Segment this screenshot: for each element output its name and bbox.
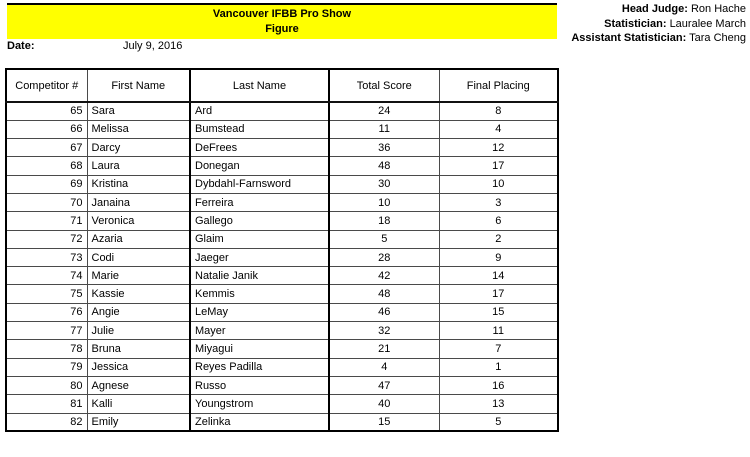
total-score-cell: 36 [329, 139, 439, 157]
total-score-cell: 32 [329, 322, 439, 340]
table-row [6, 175, 558, 193]
date-label: Date: [7, 40, 35, 52]
final-placing-cell: 5 [439, 413, 558, 431]
head-judge-line [571, 2, 746, 17]
final-placing-cell: 7 [439, 340, 558, 358]
last-name-cell: Reyes Padilla [190, 358, 329, 376]
last-name-cell: Donegan [190, 157, 329, 175]
final-placing-cell: 11 [439, 322, 558, 340]
first-name-cell: Darcy [87, 139, 190, 157]
event-title: Vancouver IFBB Pro Show [212, 8, 352, 20]
first-name-cell: Kassie [87, 285, 190, 303]
total-score-cell: 47 [329, 376, 439, 394]
final-placing-cell: 15 [439, 303, 558, 321]
total-score-cell: 4 [329, 358, 439, 376]
competitor-number-cell: 75 [6, 285, 87, 303]
total-score-cell: 5 [329, 230, 439, 248]
competitor-number-cell: 73 [6, 248, 87, 266]
column-header-competitor-number: Competitor # [6, 69, 87, 102]
results-table-header [6, 69, 558, 102]
first-name-cell: Janaina [87, 193, 190, 211]
column-header-final-placing: Final Placing [439, 69, 558, 102]
event-title-banner [7, 3, 557, 39]
competitor-number-cell: 65 [6, 102, 87, 120]
first-name-cell: Sara [87, 102, 190, 120]
table-row [6, 248, 558, 266]
final-placing-cell: 9 [439, 248, 558, 266]
competitor-number-cell: 72 [6, 230, 87, 248]
table-row [6, 322, 558, 340]
last-name-cell: Zelinka [190, 413, 329, 431]
total-score-cell: 21 [329, 340, 439, 358]
last-name-cell: Mayer [190, 322, 329, 340]
first-name-cell: Emily [87, 413, 190, 431]
first-name-cell: Melissa [87, 120, 190, 138]
final-placing-cell: 17 [439, 285, 558, 303]
first-name-cell: Agnese [87, 376, 190, 394]
last-name-cell: Gallego [190, 212, 329, 230]
statistician-name: Lauralee March [669, 17, 746, 30]
final-placing-cell: 2 [439, 230, 558, 248]
total-score-cell: 40 [329, 395, 439, 413]
last-name-cell: Ard [190, 102, 329, 120]
table-row [6, 395, 558, 413]
column-header-first-name: First Name [87, 69, 190, 102]
table-row [6, 303, 558, 321]
first-name-cell: Azaria [87, 230, 190, 248]
last-name-cell: Glaim [190, 230, 329, 248]
last-name-cell: Natalie Janik [190, 267, 329, 285]
total-score-cell: 18 [329, 212, 439, 230]
total-score-cell: 46 [329, 303, 439, 321]
final-placing-cell: 1 [439, 358, 558, 376]
total-score-cell: 10 [329, 193, 439, 211]
header-row [6, 69, 558, 102]
final-placing-cell: 13 [439, 395, 558, 413]
column-header-last-name: Last Name [190, 69, 329, 102]
last-name-cell: Dybdahl-Farnsword [190, 175, 329, 193]
competitor-number-cell: 81 [6, 395, 87, 413]
last-name-cell: Ferreira [190, 193, 329, 211]
first-name-cell: Jessica [87, 358, 190, 376]
competitor-number-cell: 82 [6, 413, 87, 431]
column-header-total-score: Total Score [329, 69, 439, 102]
first-name-cell: Veronica [87, 212, 190, 230]
first-name-cell: Codi [87, 248, 190, 266]
competitor-number-cell: 78 [6, 340, 87, 358]
table-row [6, 340, 558, 358]
event-division: Figure [265, 23, 299, 35]
last-name-cell: Russo [190, 376, 329, 394]
table-row [6, 212, 558, 230]
results-table [5, 68, 559, 432]
first-name-cell: Laura [87, 157, 190, 175]
competitor-number-cell: 67 [6, 139, 87, 157]
competitor-number-cell: 80 [6, 376, 87, 394]
first-name-cell: Marie [87, 267, 190, 285]
officials-block [571, 2, 746, 46]
table-row [6, 139, 558, 157]
table-row [6, 230, 558, 248]
competitor-number-cell: 79 [6, 358, 87, 376]
final-placing-cell: 17 [439, 157, 558, 175]
head-judge-name: Ron Hache [690, 3, 746, 15]
assistant-statistician-name: Tara Cheng [689, 32, 746, 44]
assistant-statistician-line [571, 31, 746, 46]
total-score-cell: 48 [329, 285, 439, 303]
final-placing-cell: 12 [439, 139, 558, 157]
competitor-number-cell: 71 [6, 212, 87, 230]
total-score-cell: 28 [329, 248, 439, 266]
last-name-cell: DeFrees [190, 139, 329, 157]
final-placing-cell: 16 [439, 376, 558, 394]
assistant-statistician-label: Assistant Statistician: [571, 32, 687, 44]
table-row [6, 358, 558, 376]
final-placing-cell: 10 [439, 175, 558, 193]
last-name-cell: Youngstrom [190, 395, 329, 413]
statistician-line [571, 17, 746, 32]
total-score-cell: 42 [329, 267, 439, 285]
table-row [6, 120, 558, 138]
last-name-cell: LeMay [190, 303, 329, 321]
results-table-body [6, 102, 558, 431]
first-name-cell: Julie [87, 322, 190, 340]
final-placing-cell: 4 [439, 120, 558, 138]
last-name-cell: Kemmis [190, 285, 329, 303]
date-value: July 9, 2016 [123, 40, 183, 52]
competitor-number-cell: 69 [6, 175, 87, 193]
first-name-cell: Bruna [87, 340, 190, 358]
table-row [6, 193, 558, 211]
table-row [6, 157, 558, 175]
final-placing-cell: 8 [439, 102, 558, 120]
competitor-number-cell: 70 [6, 193, 87, 211]
first-name-cell: Kristina [87, 175, 190, 193]
table-row [6, 376, 558, 394]
head-judge-label: Head Judge: [621, 3, 688, 15]
table-row [6, 102, 558, 120]
final-placing-cell: 14 [439, 267, 558, 285]
first-name-cell: Kalli [87, 395, 190, 413]
competitor-number-cell: 76 [6, 303, 87, 321]
table-row [6, 285, 558, 303]
competitor-number-cell: 77 [6, 322, 87, 340]
competitor-number-cell: 68 [6, 157, 87, 175]
table-row [6, 413, 558, 431]
last-name-cell: Jaeger [190, 248, 329, 266]
competitor-number-cell: 74 [6, 267, 87, 285]
last-name-cell: Bumstead [190, 120, 329, 138]
statistician-label: Statistician: [604, 17, 667, 30]
final-placing-cell: 3 [439, 193, 558, 211]
total-score-cell: 15 [329, 413, 439, 431]
table-row [6, 267, 558, 285]
total-score-cell: 30 [329, 175, 439, 193]
competitor-number-cell: 66 [6, 120, 87, 138]
total-score-cell: 48 [329, 157, 439, 175]
total-score-cell: 24 [329, 102, 439, 120]
last-name-cell: Miyagui [190, 340, 329, 358]
first-name-cell: Angie [87, 303, 190, 321]
final-placing-cell: 6 [439, 212, 558, 230]
total-score-cell: 11 [329, 120, 439, 138]
